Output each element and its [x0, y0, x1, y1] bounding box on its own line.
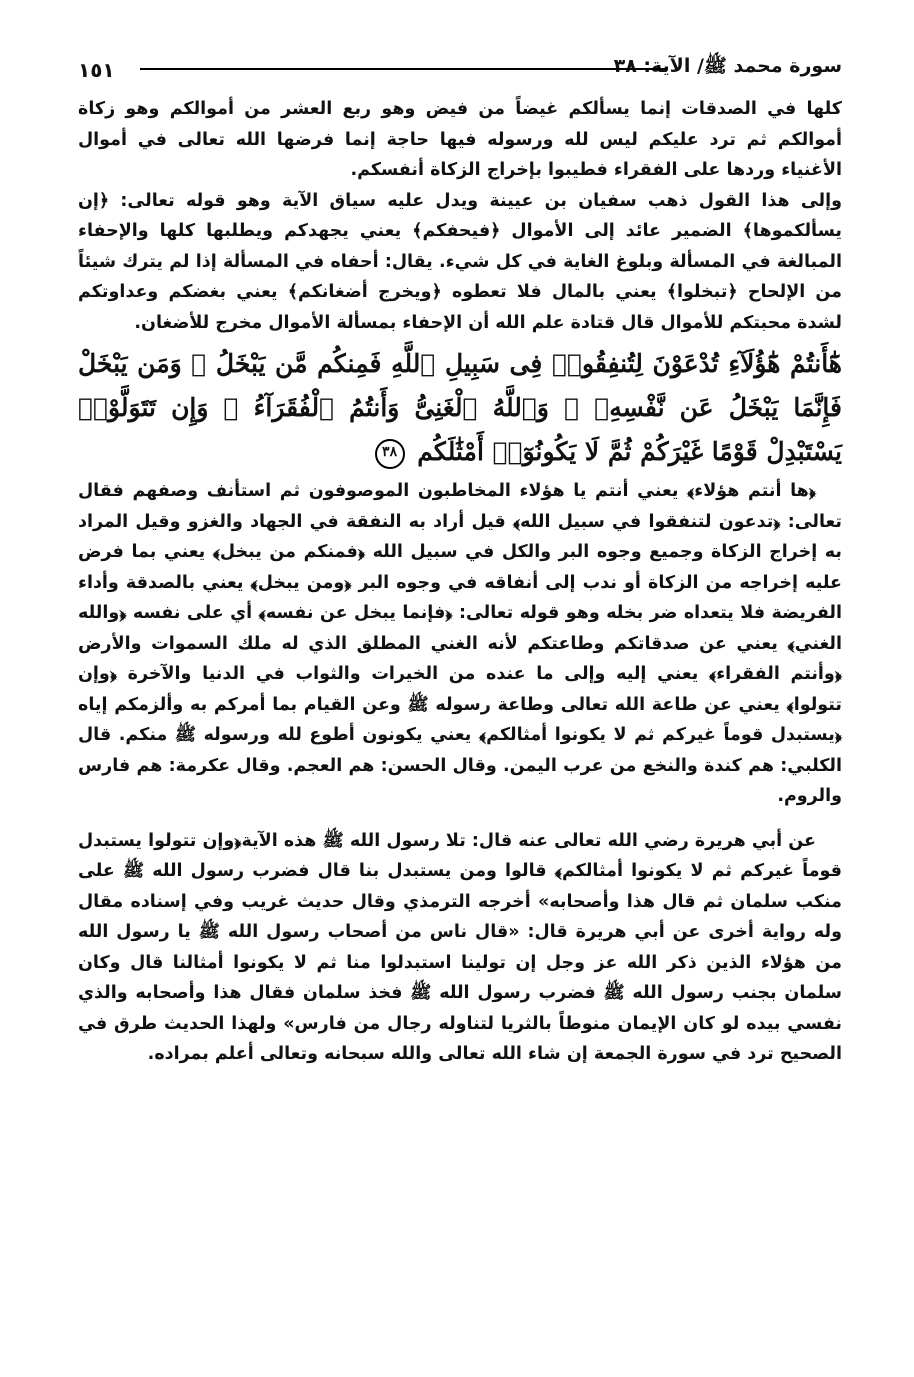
verse-number-marker: ٣٨ [375, 439, 405, 469]
paragraph: وإلى هذا القول ذهب سفيان بن عيينة ويدل عليه سياق الآية وهو قوله تعالى: ﴿إن يسألكموها﴾ الضمير عائد إلى الأموال ﴿فيحفكم﴾ يعني يجهدكم ويطلبها كلها والإحفاء المبالغة في المسألة وبلوغ الغاية في كل شيء. يقال: أحفاه في المسألة إذا لم يترك شيئاً من الإلحاح ﴿تبخلوا﴾ يعني بالمال فلا تعطوه ﴿ويخرج أضغانكم﴾ يعني بغضكم وعداوتكم لشدة محبتكم للأموال قال قتادة علم الله أن الإحفاء بمسألة الأموال مخرج للأضغان. [78, 190, 842, 333]
paragraph: كلها في الصدقات إنما يسألكم غيضاً من فيض وهو ربع العشر من أموالكم وهو زكاة أموالكم ثم ترد عليكم ليس لله ورسوله فيها حاجة إنما فرضها الله تعالى في أموال الأغنياء وردها على الفقراء فطيبوا بإخراج الزكاة أنفسكم. [78, 99, 842, 180]
commentary-paragraph: ﴿ها أنتم هؤلاء﴾ يعني أنتم يا هؤلاء المخاطبون الموصوفون ثم استأنف وصفهم فقال تعالى: ﴿تدعون لتنفقوا في سبيل الله﴾ قيل أراد به النفقة في الجهاد والغزو وقيل المراد به إخراج الزكاة وجميع وجوه البر والكل في سبيل الله ﴿فمنكم من يبخل﴾ يعني بما فرض عليه إخراجه من الزكاة أو ندب إلى أنفاقه في وجوه البر ﴿ومن يبخل﴾ يعني بالصدقة وأداء الفريضة فلا يتعداه ضر بخله وهو قوله تعالى: ﴿فإنما يبخل عن نفسه﴾ أي على نفسه ﴿والله الغني﴾ يعني عن صدقاتكم وطاعتكم لأنه الغني المطلق الذي له ملك السموات والأرض ﴿وأنتم الفقراء﴾ يعني إليه وإلى ما عنده من الخيرات والثواب في الدنيا والآخرة ﴿وإن تتولوا﴾ يعني عن طاعة الله تعالى وطاعة رسوله ﷺ وعن القيام بما أمركم به وألزمكم إياه ﴿يستبدل قوماً غيركم ثم لا يكونوا أمثالكم﴾ يعني يكونون أطوع لله ورسوله ﷺ منكم. قال الكلبي: هم كندة والنخع من عرب اليمن. وقال الحسن: هم العجم. وقال عكرمة: هم فارس والروم. [78, 481, 842, 806]
page-header [78, 40, 842, 82]
page-number: ١٥١ [78, 58, 115, 82]
quran-verse [78, 342, 842, 474]
header-rule [140, 68, 667, 70]
verse-text: هَٰٓأَنتُمْ هَٰٓؤُلَآءِ تُدْعَوْنَ لِتُنفِقُوا۟ فِى سَبِيلِ ٱللَّهِ فَمِنكُم مَّن يَبْخَلُ ۖ وَمَن يَبْخَلْ فَإِنَّمَا يَبْخَلُ عَن نَّفْسِهِۦ ۚ وَٱللَّهُ ٱلْغَنِىُّ وَأَنتُمُ ٱلْفُقَرَآءُ ۚ وَإِن تَتَوَلَّوْا۟ يَسْتَبْدِلْ قَوْمًا غَيْرَكُمْ ثُمَّ لَا يَكُونُوٓا۟ أَمْثَٰلَكُم [78, 349, 842, 466]
book-page [78, 40, 842, 1070]
commentary-paragraph: عن أبي هريرة رضي الله تعالى عنه قال: تلا رسول الله ﷺ هذه الآية﴿وإن تتولوا يستبدل قوماً غيركم ثم لا يكونوا أمثالكم﴾ قالوا ومن يستبدل بنا قال فضرب رسول الله ﷺ على منكب سلمان ثم قال هذا وأصحابه» أخرجه الترمذي وقال حديث غريب وفي إسناده مقال وله رواية أخرى عن أبي هريرة قال: «قال ناس من أصحاب رسول الله ﷺ يا رسول الله من هؤلاء الذين ذكر الله عز وجل إن تولينا استبدلوا منا ثم لا يكونوا أمثالنا قال وكان سلمان بجنب رسول الله ﷺ فضرب رسول الله ﷺ فخذ سلمان فقال هذا وأصحابه والذي نفسي بيده لو كان الإيمان منوطاً بالثريا لتناوله رجال من فارس» ولهذا الحديث طرق في الصحيح ترد في سورة الجمعة إن شاء الله تعالى والله سبحانه وتعالى أعلم بمراده. [78, 830, 842, 1064]
surah-label: سورة محمد ﷺ/ الآية: ٣٨ [613, 55, 842, 77]
